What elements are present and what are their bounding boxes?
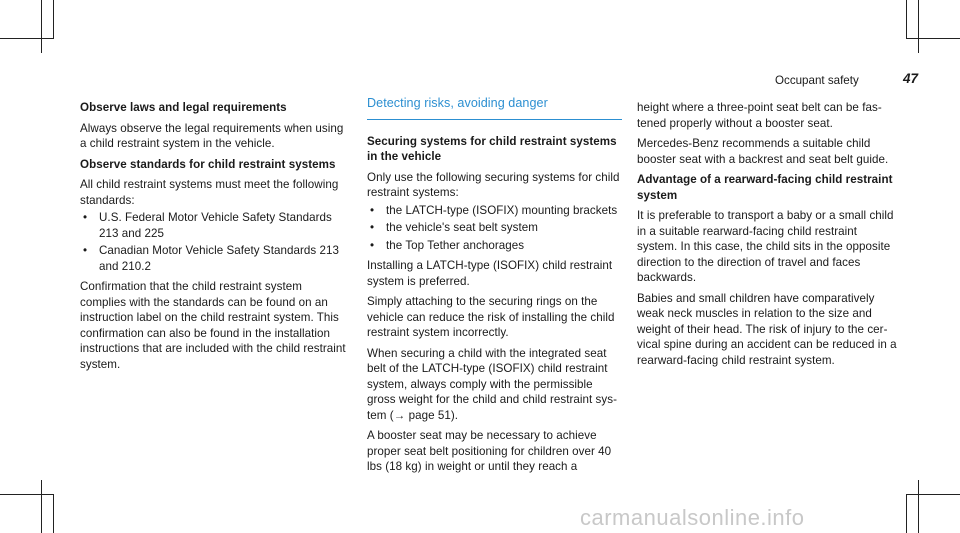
- confirmation-text: Confirmation that the child restraint system complies with the standards can be found on an instruction label on the child restraint system. This confirmation can also be found in the installation instructions that are included with the child restraint system.: [80, 280, 346, 371]
- rearward-text: It is preferable to transport a baby or a small child in a suitable rearward-facing child restraint system. In this case, the child sits in the opposite direction to the direction of travel and faces backwards.: [637, 209, 894, 284]
- height-text: height where a three-point seat belt can be fastened properly without a booster seat.: [637, 101, 882, 130]
- recommend-text: Mercedes-Benz recommends a suitable child booster seat with a backrest and seat belt guide.: [637, 137, 889, 166]
- column-left: [80, 100, 348, 377]
- bullet-icon: •: [370, 221, 375, 234]
- booster-text: A booster seat may be necessary to achieve proper seat belt positioning for children over 40 lbs (18 kg) in weight or until they reach a: [367, 429, 612, 473]
- securing-list: [367, 203, 622, 254]
- securing-heading: Securing systems for child restraint systems in the vehicle: [367, 134, 617, 163]
- list-item: • Canadian Motor Vehicle Safety Standards 213 and 210.2: [83, 244, 339, 273]
- list-item: • U.S. Federal Motor Vehicle Safety Standards 213 and 225: [83, 211, 332, 240]
- list-item: • the vehicle's seat belt system: [370, 221, 538, 234]
- crop-mark: [41, 480, 42, 533]
- integrated-belt-text: When securing a child with the integrated seat belt of the LATCH-type (ISOFIX) child restraint system, always comply with the permissible gross weight for the child and child restraint system (→ page 51).: [367, 346, 617, 422]
- latch-preferred-text: Installing a LATCH-type (ISOFIX) child restraint system is preferred.: [367, 259, 613, 288]
- bullet-icon: •: [83, 244, 88, 257]
- laws-heading: Observe laws and legal requirements: [80, 101, 287, 114]
- securing-intro: Only use the following securing systems for child restraint systems:: [367, 170, 620, 199]
- babies-text: Babies and small children have comparatively weak neck muscles in relation to the size and weight of their head. The risk of injury to the cervical spine during an accident can be reduced in a rearward-facing child restraint system.: [637, 291, 897, 367]
- running-title: Occupant safety: [775, 74, 859, 87]
- crop-mark: [906, 0, 907, 39]
- section-title: Detecting risks, avoiding danger: [367, 96, 622, 120]
- column-middle: [367, 96, 622, 480]
- arrow-right-icon: →: [393, 408, 406, 422]
- crop-mark: [41, 0, 42, 53]
- page-reference-link[interactable]: page 51).: [405, 408, 459, 422]
- watermark: carmanualsonline.info: [580, 505, 805, 530]
- crop-mark: [0, 494, 53, 495]
- crop-mark: [53, 0, 54, 39]
- crop-mark: [53, 494, 54, 533]
- crop-mark: [918, 0, 919, 53]
- standards-list: [80, 210, 348, 274]
- crop-mark: [907, 38, 960, 39]
- crop-mark: [918, 480, 919, 533]
- crop-mark: [0, 38, 53, 39]
- rearward-heading: Advantage of a rearward-facing child restraint system: [637, 173, 893, 202]
- crop-mark: [907, 494, 960, 495]
- crop-mark: [906, 494, 907, 533]
- column-right: [637, 100, 899, 373]
- standards-heading: Observe standards for child restraint systems: [80, 157, 336, 171]
- page-number: 47: [903, 71, 919, 86]
- rings-text: Simply attaching to the securing rings on the vehicle can reduce the risk of installing the child restraint system incorrectly.: [367, 295, 615, 339]
- list-item: • the Top Tether anchorages: [370, 238, 525, 252]
- bullet-icon: •: [370, 203, 375, 217]
- laws-text: Always observe the legal requirements when using a child restraint system in the vehicle.: [80, 121, 344, 150]
- standards-intro: All child restraint systems must meet the following standards:: [80, 178, 339, 207]
- bullet-icon: •: [370, 238, 375, 252]
- list-item: • the LATCH-type (ISOFIX) mounting brackets: [370, 203, 618, 217]
- bullet-icon: •: [83, 211, 88, 224]
